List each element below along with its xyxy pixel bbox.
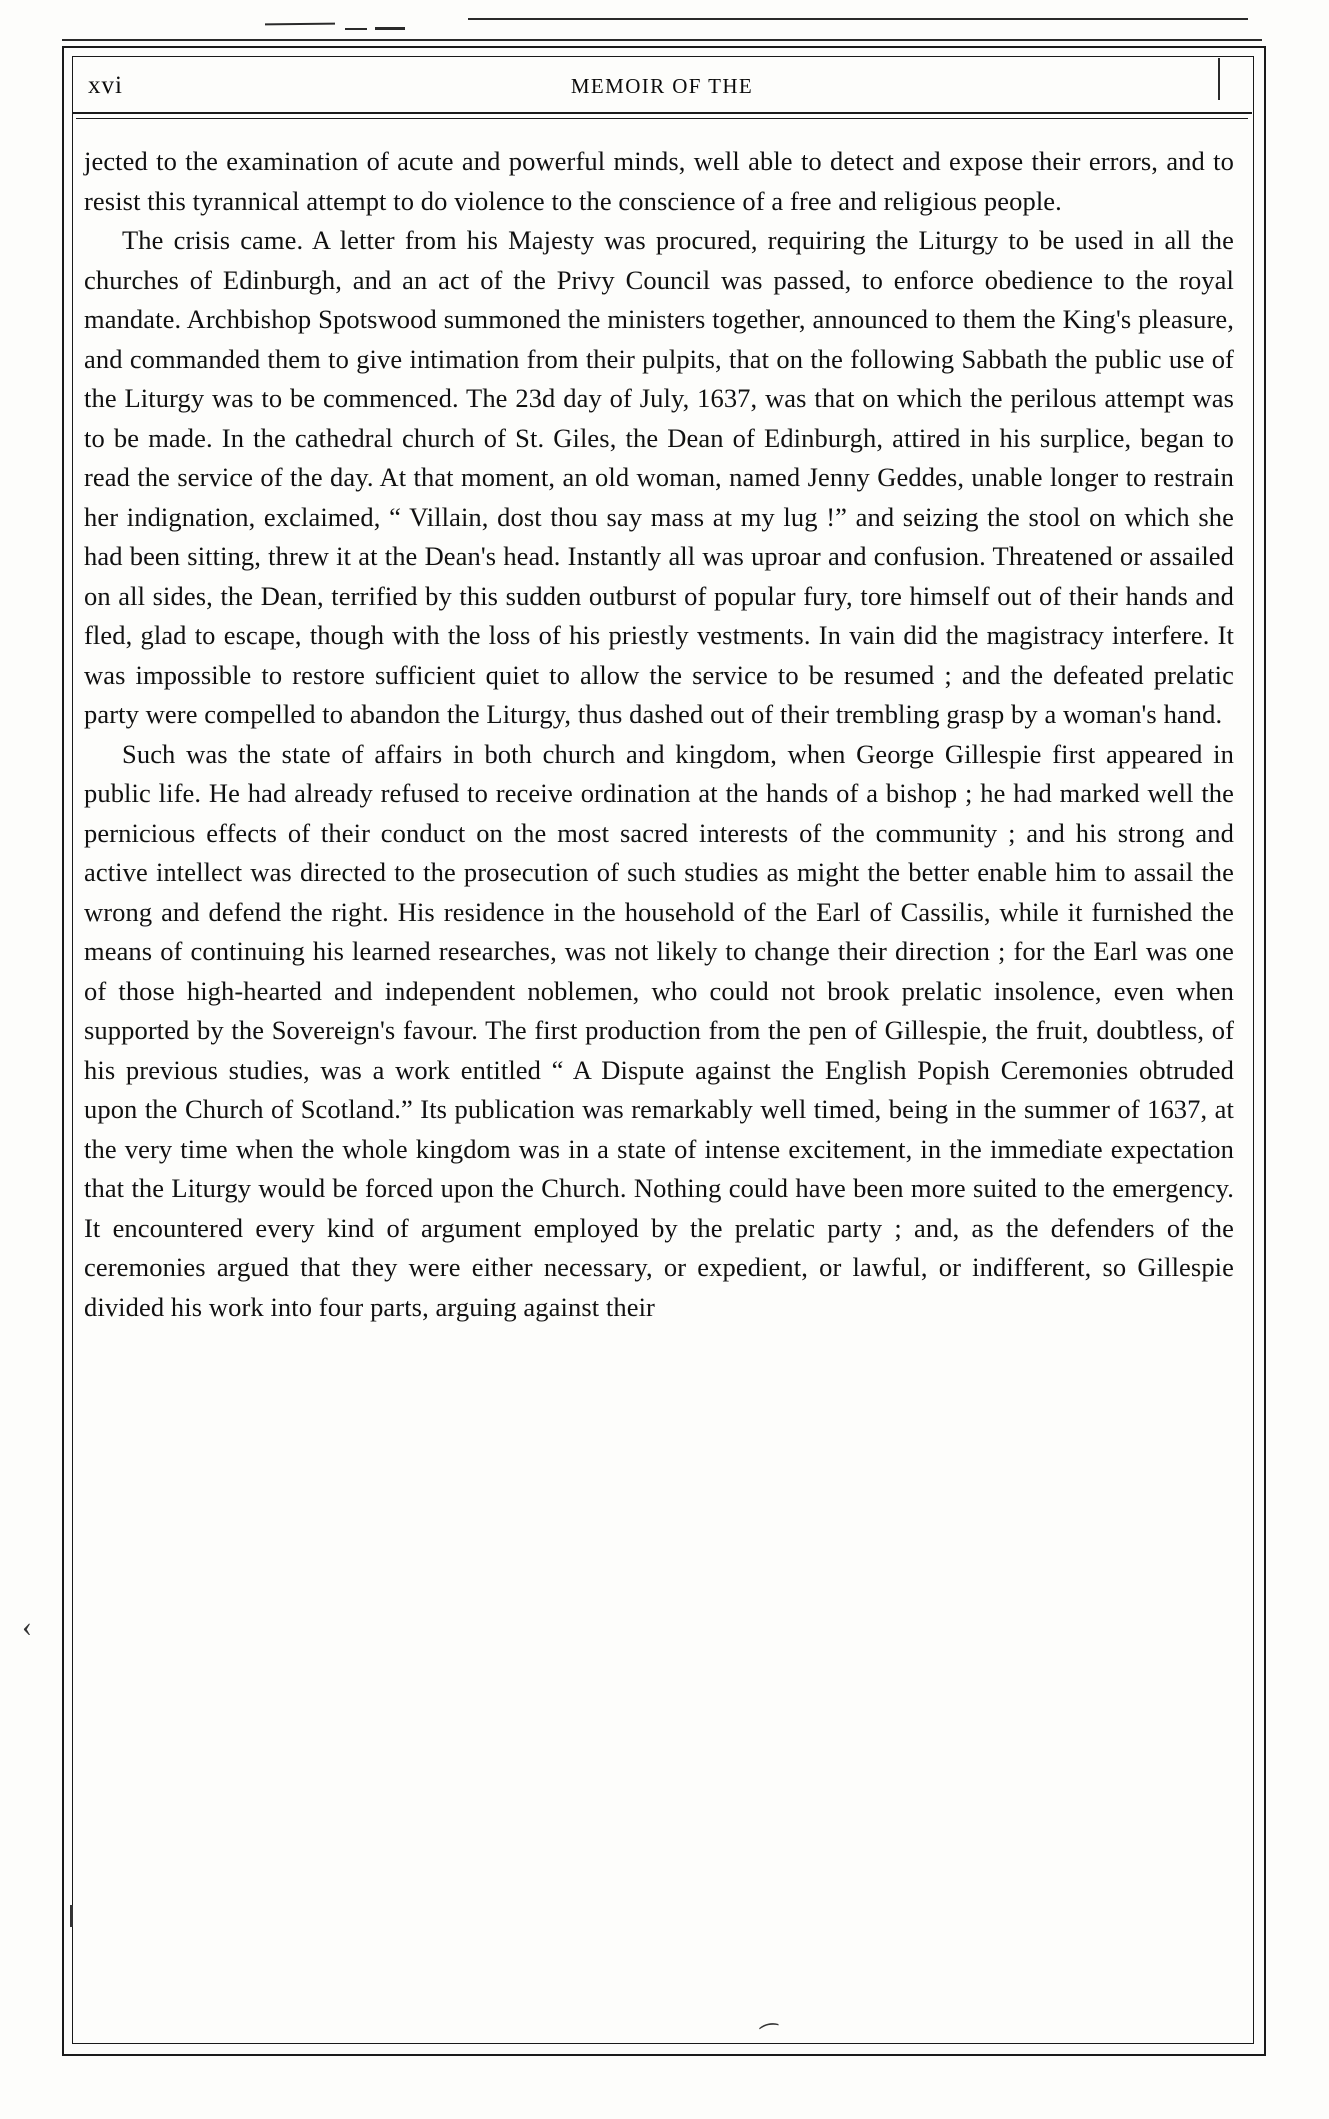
scan-artifact-rule xyxy=(375,27,405,30)
paragraph: jected to the examination of acute and powerful minds, well able to detect and expose their errors, and to resist this tyrannical attempt to do violence to the conscience of a free and religious people. xyxy=(84,146,1234,216)
running-head xyxy=(72,66,1252,108)
pen-flourish: ⁀ xyxy=(759,2022,783,2051)
scan-artifact-rule xyxy=(265,23,335,26)
scan-artifact-rule xyxy=(468,18,1248,20)
margin-mark-left: ‹ xyxy=(22,1610,32,1643)
page-top-rule xyxy=(62,39,1262,41)
body-text xyxy=(84,142,1234,1327)
header-divider-secondary xyxy=(76,118,1248,119)
margin-tick-left xyxy=(70,1905,73,1927)
header-divider xyxy=(72,112,1252,114)
page-title: MEMOIR OF THE xyxy=(570,74,754,98)
paragraph: Such was the state of affairs in both church and kingdom, when George Gillespie first appeared in public life. He had already refused to receive ordination at the hands of a bishop ; he had marked well the pernicious effects of their conduct on the most sacred interests of the community ; and his strong and active intellect was directed to the prosecution of such studies as might the better enable him to assail the wrong and defend the right. His residence in the household of the Earl of Cassilis, while it furnished the means of continuing his learned researches, was not likely to change their direction ; for the Earl was one of those high-hearted and independent noblemen, who could not brook prelatic insolence, even when supported by the Sovereign's favour. The first production from the pen of Gillespie, the fruit, doubtless, of his previous studies, was a work entitled “ A Dispute against the English Popish Ceremonies obtruded upon the Church of Scotland.” Its publication was remarkably well timed, being in the summer of 1637, at the very time when the whole kingdom was in a state of intense excitement, in the immediate expectation that the Liturgy would be forced upon the Church. Nothing could have been more suited to the emergency. It encountered every kind of argument employed by the prelatic party ; and, as the defenders of the ceremonies argued that they were either necessary, or expedient, or lawful, or indifferent, so Gillespie divided his work into four parts, arguing against their xyxy=(84,738,1234,1322)
page-number: xvi xyxy=(88,72,123,99)
scan-artifact-rule xyxy=(345,28,367,30)
paragraph: The crisis came. A letter from his Majesty was procured, requiring the Liturgy to be used in all the churches of Edinburgh, and an act of the Privy Council was passed, to enforce obedience to the royal mandate. Archbishop Spotswood summoned the ministers together, announced to them the King's pleasure, and commanded them to give intimation from their pulpits, that on the following Sabbath the public use of the Liturgy was to be commenced. The 23d day of July, 1637, was that on which the perilous attempt was to be made. In the cathedral church of St. Giles, the Dean of Edinburgh, attired in his surplice, began to read the service of the day. At that moment, an old woman, named Jenny Geddes, unable longer to restrain her indignation, exclaimed, “ Villain, dost thou say mass at my lug !” and seizing the stool on which she had been sitting, threw it at the Dean's head. Instantly all was uproar and confusion. Threatened or assailed on all sides, the Dean, terrified by this sudden outburst of popular fury, tore himself out of their hands and fled, glad to escape, though with the loss of his priestly vestments. In vain did the magistracy interfere. It was impossible to restore sufficient quiet to allow the service to be resumed ; and the defeated prelatic party were compelled to abandon the Liturgy, thus dashed out of their trembling grasp by a woman's hand. xyxy=(84,225,1234,729)
